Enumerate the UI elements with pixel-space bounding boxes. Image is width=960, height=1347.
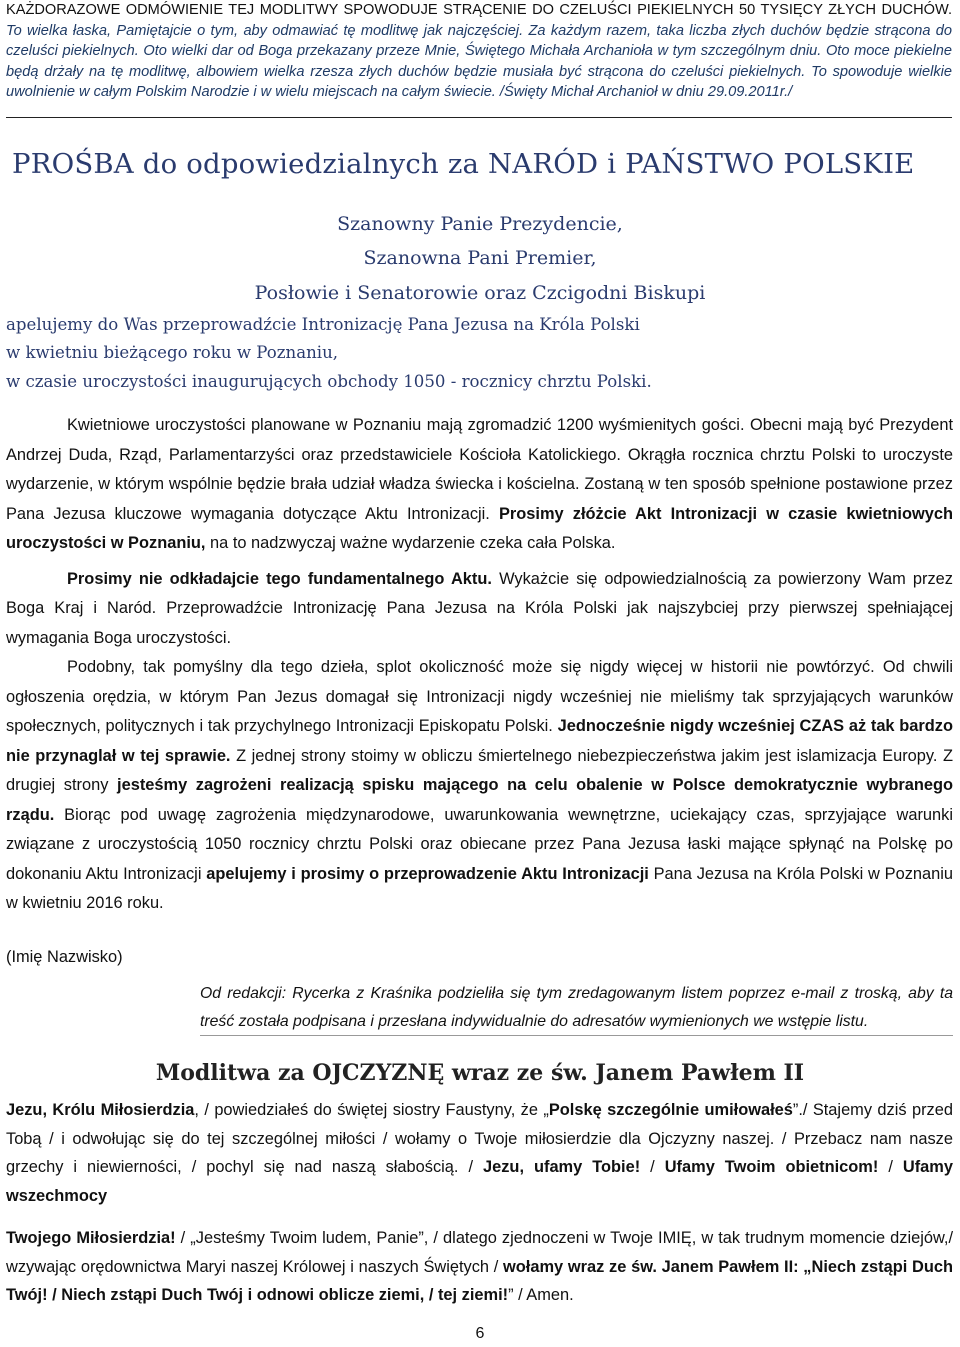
- text: , / powiedziałeś do świętej siostry Faustyny, że „: [194, 1101, 549, 1119]
- text: ” / Amen.: [508, 1286, 574, 1305]
- text: Podobny, tak pomyślny dla tego dzieła, splot okoliczność może się nigdy więcej w historii nie powtórzyć. Od chwili ogłoszenia orędzia, w którym Pan Jezus domagał się Intronizacji nigdy wcześniej nie mieliśmy tak sprzyjających warunków społecznych, politycznych i tak przychylnego Intronizacji Episkopatu Polski.: [6, 658, 953, 735]
- letter-body: [6, 411, 953, 919]
- text: /: [888, 1158, 893, 1177]
- paragraph: [6, 653, 953, 919]
- text: /: [650, 1158, 655, 1177]
- bold-text: Ufamy Twoim obietnicom!: [664, 1158, 879, 1177]
- prayer-title: Modlitwa za OJCZYZNĘ wraz ze św. Janem Pawłem II: [155, 1060, 805, 1086]
- bold-text: Jednocześnie nigdy wcześniej CZAS aż tak bardzo nie przynaglał w tej sprawie.: [6, 717, 953, 765]
- prayer-paragraph: [6, 1224, 953, 1310]
- prayer-paragraph: [6, 1096, 953, 1211]
- greeting-premier: Szanowna Pani Premier,: [363, 247, 597, 269]
- bold-text: Jezu, Królu Miłosierdzia: [6, 1101, 195, 1119]
- paragraph: [6, 411, 953, 559]
- bold-text: Prosimy nie odkładajcie tego fundamentalnego Aktu.: [67, 569, 492, 588]
- text: Pana Jezusa na Króla Polski w Poznaniu w kwietniu 2016 roku.: [6, 864, 953, 912]
- text: Wykażcie się odpowiedzialnością za powierzony Wam przez Boga Kraj i Naród. Przeprowadźcie Intronizację Pana Jezusa na Króla Polski jak najszybciej przy pierwszej spełniającej wymagania Boga uroczystości.: [6, 569, 953, 647]
- text: / „Jesteśmy Twoim ludem, Panie”, / dlatego zjednoczeni w Twoje IMIĘ, w tak trudnym momencie dziejów,/ wzywając orędownictwa Maryi naszej Królowej i naszych Świętych /: [6, 1229, 953, 1276]
- paragraph: [6, 565, 953, 654]
- appeal-line: w czasie uroczystości inaugurujących obchody 1050 - rocznicy chrztu Polski.: [6, 372, 652, 391]
- appeal-line: apelujemy do Was przeprowadźcie Intronizację Pana Jezusa na Króla Polski: [6, 315, 640, 334]
- header-first-line: KAŻDORAZOWE ODMÓWIENIE TEJ MODLITWY SPOWODUJE STRĄCENIE DO CZELUŚCI PIEKIELNYCH 50 TYSIĘCY ZŁYCH DUCHÓW.: [6, 2, 952, 18]
- bold-text: Twojego Miłosierdzia!: [6, 1229, 176, 1247]
- header-quote: To wielka łaska, Pamiętajcie o tym, aby odmawiać tę modlitwę jak najczęściej. Za każdym razem, taka liczba złych duchów będzie strącona do czeluści piekielnych. Oto wielki dar od Boga przekazany przeze Mnie, Świętego Michała Archanioła w tym szczególnym dniu. Oto moce piekielne będą drżały na tę modlitwę, albowiem wielka rzesza złych duchów będzie musiała być strącona do czeluści piekielnych. To spowoduje wielkie uwolnienie w całym Polskim Narodzie i w wielu miejscach na całym świecie. /Święty Michał Archanioł w dniu 29.09.2011r./: [6, 22, 952, 100]
- text: ”./ Stajemy dziś przed Tobą / i odwołując się do tej szczególnej miłości / wołamy o Twoje miłosierdzie dla Ojczyzny naszej. / Przebacz nam nasze grzechy i niewierności, / pochyl się nad naszą słabością. /: [6, 1101, 953, 1177]
- signature-placeholder: (Imię Nazwisko): [6, 948, 123, 966]
- bold-text: jesteśmy zagrożeni realizacją spisku mającego na celu obalenie w Polsce demokratycznie wybranego rządu.: [6, 776, 953, 824]
- header-prayer-note: [6, 0, 952, 103]
- text: Biorąc pod uwagę zagrożenia międzynarodowe, uwarunkowania wewnętrzne, uciekający czas, sprzyjające warunki związane z uroczystością 1050 rocznicy chrztu Polski oraz obiecane przez Pana Jezusa łaski mające spłynąć na Polskę po dokonaniu Aktu Intronizacji: [6, 805, 953, 883]
- bold-text: Jezu, ufamy Tobie!: [483, 1158, 641, 1177]
- header-divider: [6, 117, 952, 118]
- bold-text: Ufamy wszechmocy: [6, 1158, 953, 1206]
- bold-text: Polskę szczególnie umiłowałeś: [548, 1101, 793, 1119]
- text: Kwietniowe uroczystości planowane w Poznaniu mają zgromadzić 1200 wyśmienitych gości. Obecni mają być Prezydent Andrzej Duda, Rząd, Parlamentarzyści oraz przedstawiciele Kościoła Katolickiego. Okrągła rocznica chrztu Polski to uroczyste wydarzenie, w którym wspólnie będzie brała udział władza świecka i kościelna. Zostaną w ten sposób spełnione postawione przez Pana Jezusa kluczowe wymagania dotyczące Aktu Intronizacji.: [6, 416, 953, 523]
- page-number: 6: [475, 1325, 485, 1342]
- page-title: PROŚBA do odpowiedzialnych za NARÓD i PAŃSTWO POLSKIE: [12, 148, 915, 180]
- text: Z jednej strony stoimy w obliczu śmiertelnego niebezpieczeństwa jakim jest islamizacja Europy. Z drugiej strony: [6, 746, 954, 794]
- appeal-line: w kwietniu bieżącego roku w Poznaniu,: [6, 343, 339, 362]
- greeting-president: Szanowny Panie Prezydencie,: [337, 213, 623, 235]
- bold-text: apelujemy i prosimy o przeprowadzenie Aktu Intronizacji: [206, 864, 649, 883]
- bold-text: wołamy wraz ze św. Janem Pawłem II: „Niech zstąpi Duch Twój! / Niech zstąpi Duch Twój i odnowi oblicze ziemi, / tej ziemi!: [6, 1257, 953, 1305]
- greeting-deputies: Posłowie i Senatorowie oraz Czcigodni Biskupi: [254, 282, 706, 304]
- bold-text: Prosimy złóżcie Akt Intronizacji w czasie kwietniowych uroczystości w Poznaniu,: [6, 504, 953, 552]
- editorial-note: Od redakcji: Rycerka z Kraśnika podzieliła się tym zredagowanym listem poprzez e-mail z troską, aby ta treść została podpisana i przesłana indywidualnie do adresatów wymienionych we wstępie listu.: [200, 985, 953, 1030]
- editorial-divider: [200, 1035, 953, 1036]
- text: na to nadzwyczaj ważne wydarzenie czeka cała Polska.: [210, 534, 616, 552]
